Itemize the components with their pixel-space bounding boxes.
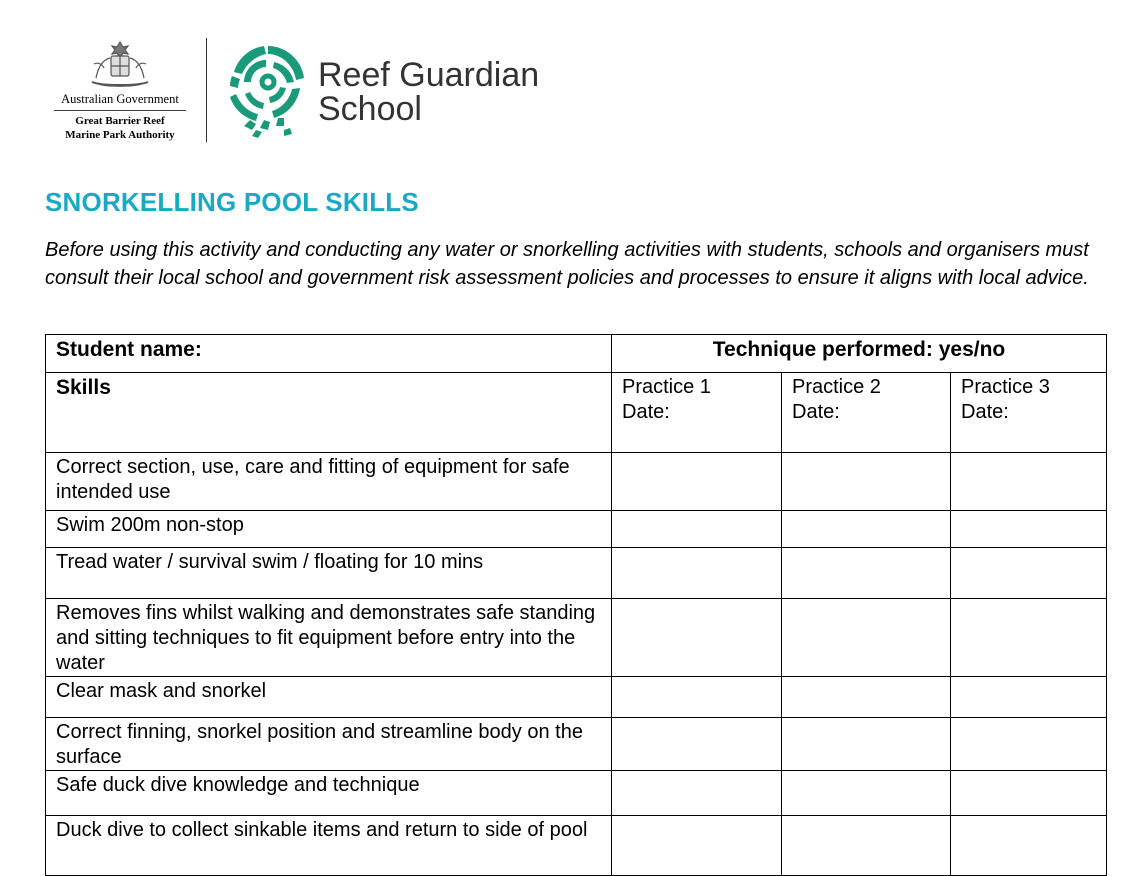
practice-3-cell[interactable] [951, 771, 1107, 816]
table-row [46, 548, 1107, 599]
practice-2-cell[interactable] [782, 816, 951, 876]
technique-header: Technique performed: yes/no [612, 335, 1107, 373]
practice-1-cell[interactable] [612, 677, 782, 718]
reef-guardian-wordmark [318, 58, 539, 126]
skill-cell: Duck dive to collect sinkable items and return to side of pool [46, 816, 612, 876]
skill-cell: Removes fins whilst walking and demonstrates safe standing and sitting techniques to fit equipment before entry into the water [46, 599, 612, 677]
practice-label: Practice 1 [622, 376, 711, 398]
coat-of-arms-icon [84, 38, 156, 90]
practice-2-cell[interactable] [782, 718, 951, 771]
practice-label: Practice 3 [961, 376, 1050, 398]
practice-2-cell[interactable] [782, 677, 951, 718]
practice-3-cell[interactable] [951, 453, 1107, 511]
skill-cell: Swim 200m non-stop [46, 511, 612, 548]
skill-cell: Safe duck dive knowledge and technique [46, 771, 612, 816]
skill-cell: Clear mask and snorkel [46, 677, 612, 718]
table-row [46, 718, 1107, 771]
practice-2-header [782, 373, 951, 453]
logo-divider [206, 38, 207, 142]
practice-1-cell[interactable] [612, 548, 782, 599]
practice-2-cell[interactable] [782, 548, 951, 599]
intro-paragraph: Before using this activity and conducting any water or snorkelling activities with students, schools and organisers must consult their local school and government risk assessment policies and processes to ensure it aligns with local advice. [45, 239, 1089, 289]
practice-3-cell[interactable] [951, 599, 1107, 677]
table-subheader-row [46, 373, 1107, 453]
logo-line2: School [318, 90, 422, 128]
skill-cell: Correct section, use, care and fitting of equipment for safe intended use [46, 453, 612, 511]
practice-label: Practice 2 [792, 376, 881, 398]
practice-2-cell[interactable] [782, 453, 951, 511]
logo-line1: Reef Guardian [318, 56, 540, 94]
practice-2-cell[interactable] [782, 771, 951, 816]
gov-agency-line1: Great Barrier Reef [75, 115, 165, 127]
gov-rule [54, 110, 186, 111]
reef-guardian-icon [224, 42, 310, 138]
gov-agency-line2: Marine Park Authority [65, 129, 175, 141]
table-row [46, 816, 1107, 876]
practice-date[interactable]: Date: [792, 401, 840, 423]
practice-3-cell[interactable] [951, 677, 1107, 718]
practice-3-cell[interactable] [951, 718, 1107, 771]
practice-1-header [612, 373, 782, 453]
gov-name: Australian Government [61, 92, 179, 106]
practice-1-cell[interactable] [612, 816, 782, 876]
practice-1-cell[interactable] [612, 599, 782, 677]
practice-date[interactable]: Date: [622, 401, 670, 423]
skills-header: Skills [46, 373, 612, 453]
page-header [0, 0, 1143, 160]
table-row [46, 599, 1107, 677]
practice-2-cell[interactable] [782, 511, 951, 548]
practice-3-header [951, 373, 1107, 453]
page-title: SNORKELLING POOL SKILLS [45, 187, 419, 217]
australian-government-logo [50, 38, 190, 142]
practice-1-cell[interactable] [612, 718, 782, 771]
student-name-cell[interactable]: Student name: [46, 335, 612, 373]
practice-1-cell[interactable] [612, 511, 782, 548]
table-row [46, 677, 1107, 718]
skill-cell: Tread water / survival swim / floating for 10 mins [46, 548, 612, 599]
skills-table [45, 334, 1107, 876]
practice-3-cell[interactable] [951, 548, 1107, 599]
practice-3-cell[interactable] [951, 816, 1107, 876]
practice-2-cell[interactable] [782, 599, 951, 677]
practice-1-cell[interactable] [612, 453, 782, 511]
table-row [46, 453, 1107, 511]
table-row [46, 771, 1107, 816]
practice-date[interactable]: Date: [961, 401, 1009, 423]
table-row [46, 511, 1107, 548]
practice-3-cell[interactable] [951, 511, 1107, 548]
practice-1-cell[interactable] [612, 771, 782, 816]
skill-cell: Correct finning, snorkel position and streamline body on the surface [46, 718, 612, 771]
table-header-row [46, 335, 1107, 373]
